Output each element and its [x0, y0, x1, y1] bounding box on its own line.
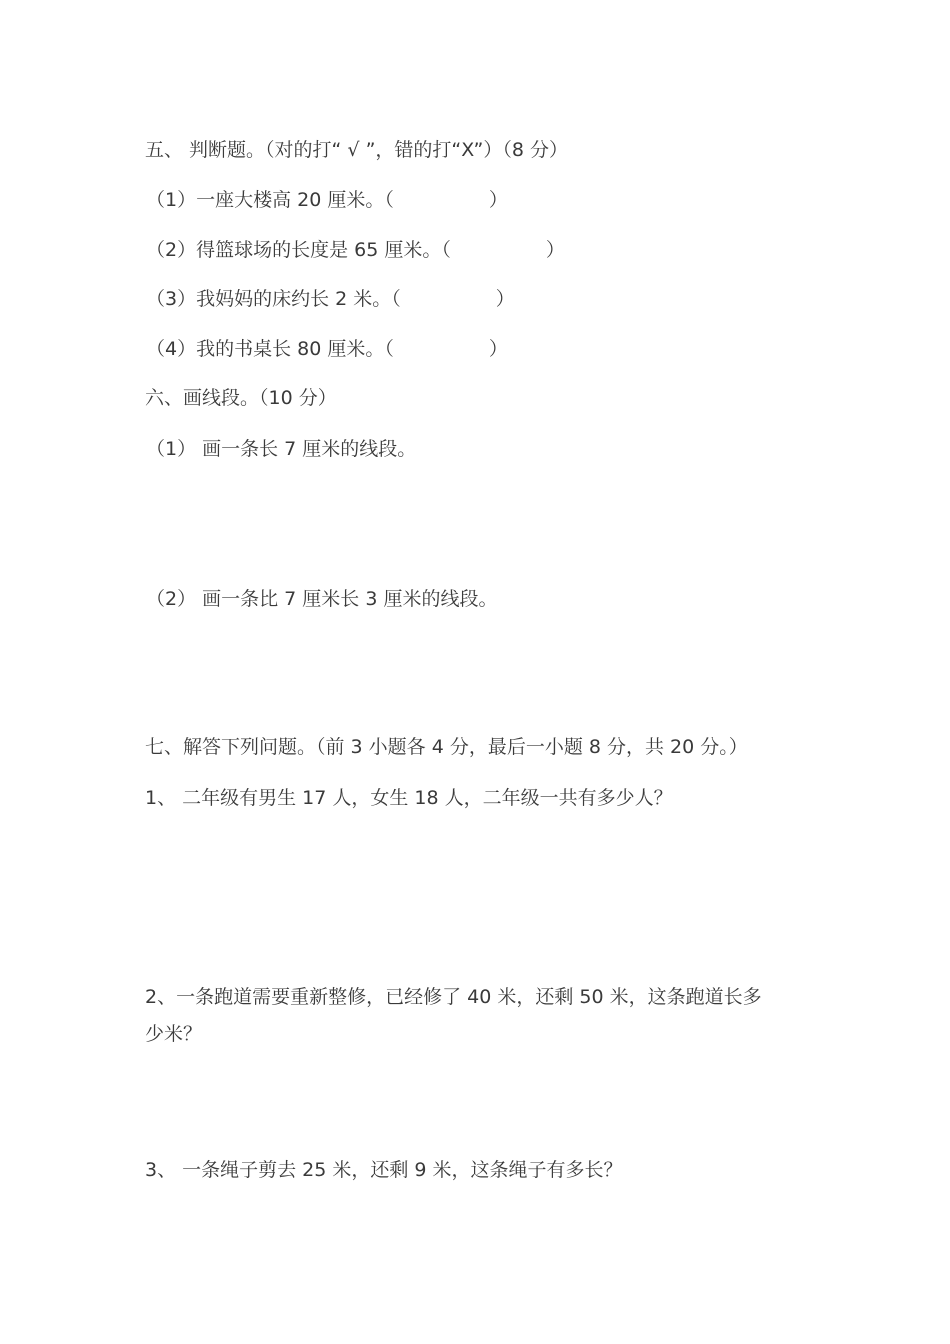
- draw-item-2: （2） 画一条比 7 厘米长 3 厘米的线段。: [146, 588, 498, 610]
- judgement-item-4: （4）我的书桌长 80 厘米。（ ）: [146, 338, 508, 360]
- question-2-line-1: 2、一条跑道需要重新整修，已经修了 40 米，还剩 50 米，这条跑道长多: [145, 986, 762, 1008]
- judgement-item-3: （3）我妈妈的床约长 2 米。（ ）: [146, 288, 515, 310]
- section-7-heading: 七、解答下列问题。（前 3 小题各 4 分，最后一小题 8 分，共 20 分。）: [145, 736, 748, 758]
- section-5-heading: 五、 判断题。（对的打“ √ ”，错的打“X”）（8 分）: [145, 139, 568, 161]
- draw-item-1: （1） 画一条长 7 厘米的线段。: [146, 438, 417, 460]
- judgement-item-2: （2）得篮球场的长度是 65 厘米。（ ）: [146, 239, 565, 261]
- question-2-line-2: 少米？: [145, 1023, 203, 1045]
- question-1: 1、 二年级有男生 17 人，女生 18 人，二年级一共有多少人？: [145, 787, 673, 809]
- question-3: 3、 一条绳子剪去 25 米，还剩 9 米，这条绳子有多长？: [145, 1159, 623, 1181]
- section-6-heading: 六、画线段。（10 分）: [145, 387, 337, 409]
- judgement-item-1: （1）一座大楼高 20 厘米。（ ）: [146, 189, 508, 211]
